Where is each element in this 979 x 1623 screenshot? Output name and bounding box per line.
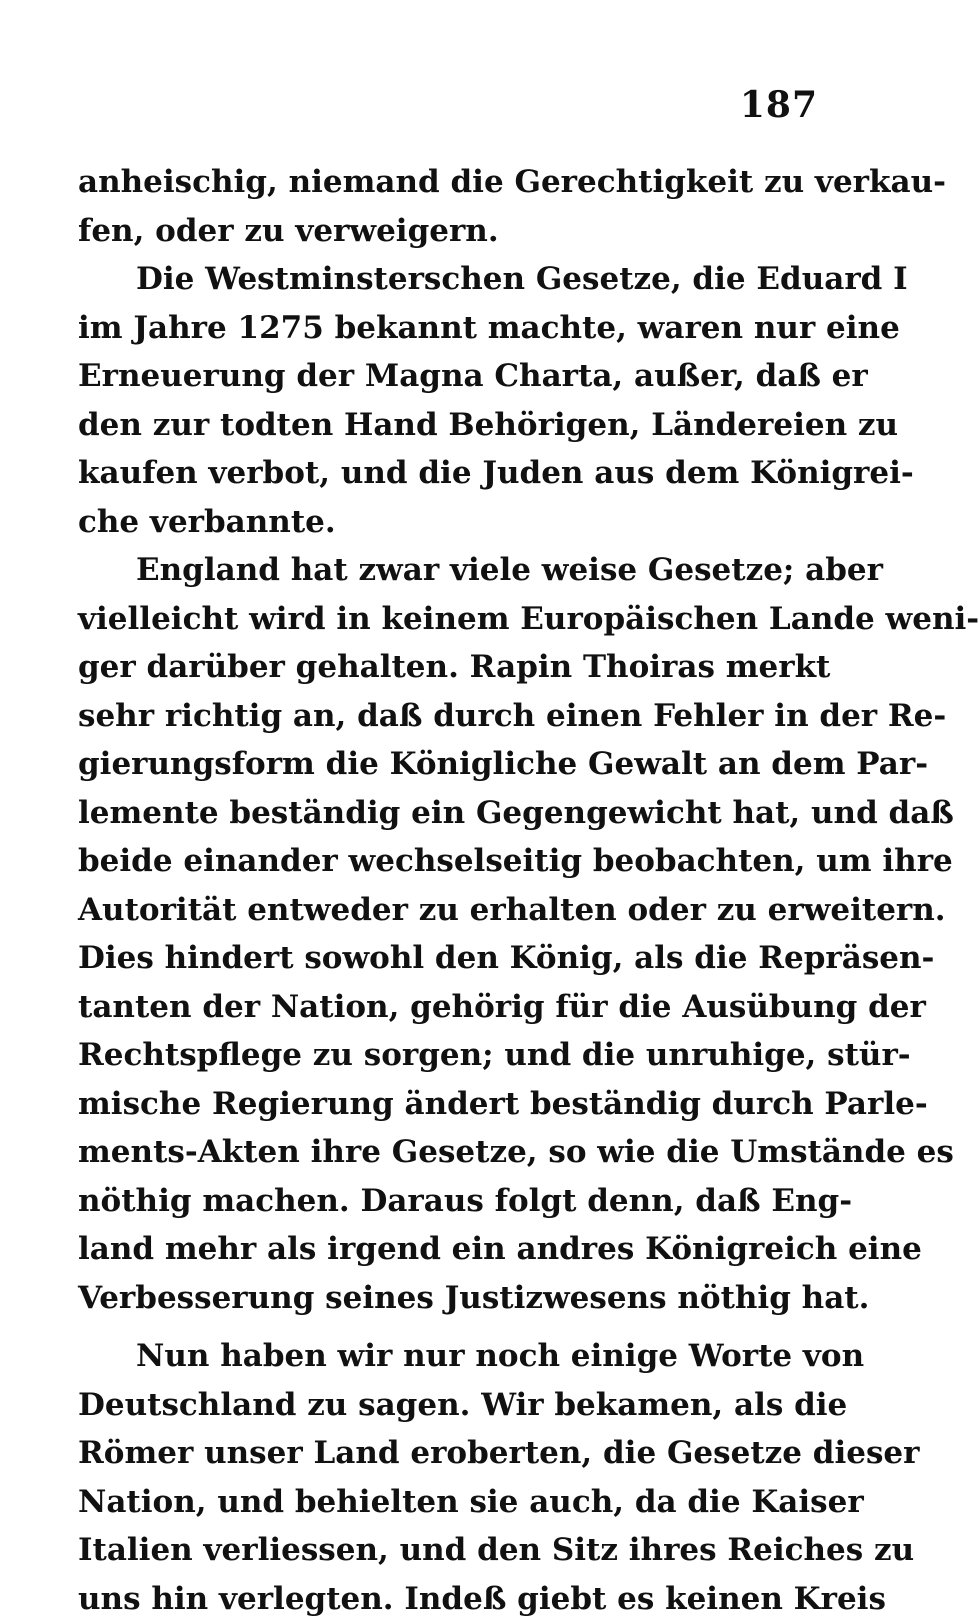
text-line: beide einander wechselseitig beobachten, um ihre [78, 837, 820, 886]
text-line: Nun haben wir nur noch einige Worte von [78, 1332, 820, 1381]
text-line: Die Westminsterschen Gesetze, die Eduard I [78, 255, 820, 304]
body-text [78, 158, 820, 1623]
text-line: Verbesserung seines Justizwesens nöthig hat. [78, 1274, 820, 1323]
text-line: Italien verliessen, und den Sitz ihres Reiches zu [78, 1526, 820, 1575]
text-line: Römer unser Land eroberten, die Gesetze dieser [78, 1429, 820, 1478]
text-line: land mehr als irgend ein andres Königreich eine [78, 1225, 820, 1274]
text-line: tanten der Nation, gehörig für die Ausübung der [78, 983, 820, 1032]
text-line: Deutschland zu sagen. Wir bekamen, als die [78, 1381, 820, 1430]
text-line: kaufen verbot, und die Juden aus dem Königrei- [78, 449, 820, 498]
text-line: mische Regierung ändert beständig durch Parle- [78, 1080, 820, 1129]
text-line: England hat zwar viele weise Gesetze; aber [78, 546, 820, 595]
text-line: anheischig, niemand die Gerechtigkeit zu verkau- [78, 158, 820, 207]
text-line: Nation, und behielten sie auch, da die Kaiser [78, 1478, 820, 1527]
text-line: Erneuerung der Magna Charta, außer, daß er [78, 352, 820, 401]
text-line: im Jahre 1275 bekannt machte, waren nur eine [78, 304, 820, 353]
text-line: den zur todten Hand Behörigen, Ländereien zu [78, 401, 820, 450]
paragraph [78, 158, 820, 255]
paragraph [78, 255, 820, 546]
text-line: gierungsform die Königliche Gewalt an dem Par- [78, 740, 820, 789]
paragraph [78, 1332, 820, 1623]
text-line: vielleicht wird in keinem Europäischen Lande weni- [78, 595, 820, 644]
paragraph-gap [78, 1322, 820, 1332]
text-line: lemente beständig ein Gegengewicht hat, und daß [78, 789, 820, 838]
text-line: Dies hindert sowohl den König, als die Repräsen- [78, 934, 820, 983]
text-line: uns hin verlegten. Indeß giebt es keinen Kreis [78, 1575, 820, 1623]
text-line: nöthig machen. Daraus folgt denn, daß Eng- [78, 1177, 820, 1226]
text-line: sehr richtig an, daß durch einen Fehler in der Re- [78, 692, 820, 741]
text-line: che verbannte. [78, 498, 820, 547]
text-line: Autorität entweder zu erhalten oder zu erweitern. [78, 886, 820, 935]
paragraph [78, 546, 820, 1322]
text-line: fen, oder zu verweigern. [78, 207, 820, 256]
text-line: Rechtspflege zu sorgen; und die unruhige, stür- [78, 1031, 820, 1080]
text-line: ger darüber gehalten. Rapin Thoiras merkt [78, 643, 820, 692]
text-line: ments-Akten ihre Gesetze, so wie die Umstände es [78, 1128, 820, 1177]
page-number: 187 [740, 84, 818, 126]
